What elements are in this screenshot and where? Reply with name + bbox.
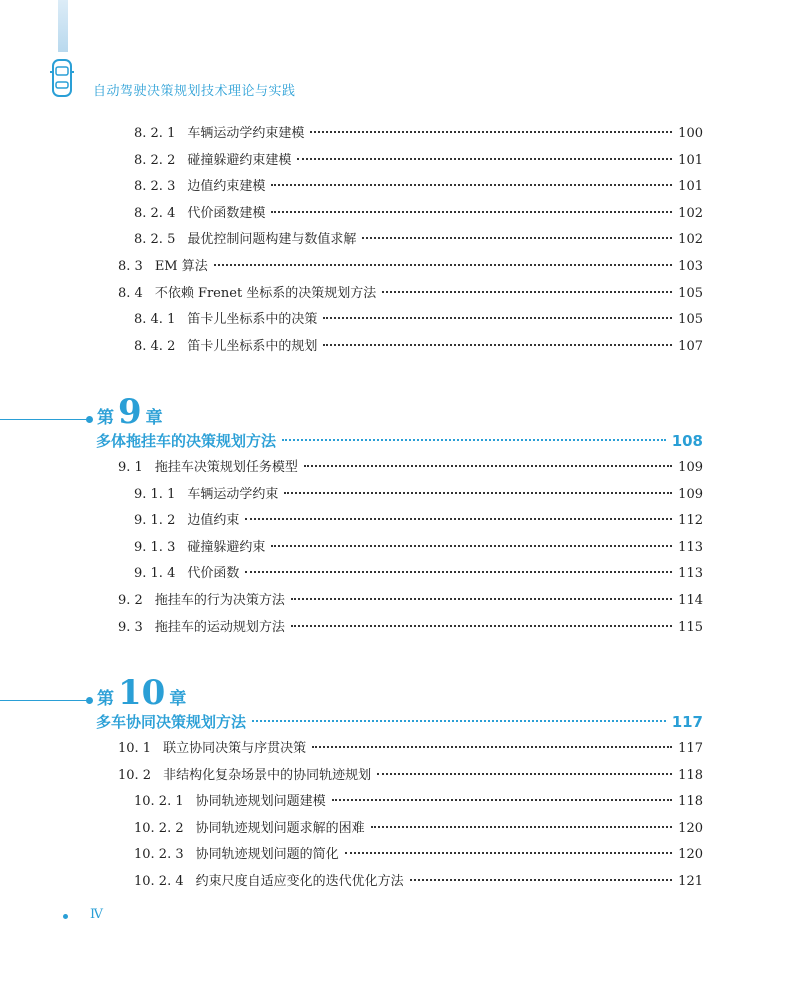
- dot-leader: [245, 571, 672, 573]
- dot-leader: [332, 799, 673, 801]
- toc-entry[interactable]: 8. 4. 2 笛卡儿坐标系中的规划 107: [134, 339, 703, 354]
- dot-leader: [291, 598, 672, 600]
- chapter-9-label: 第 9 章: [97, 392, 163, 432]
- car-icon: [50, 58, 74, 98]
- dot-leader: [297, 158, 672, 160]
- chapter-dot: [86, 697, 93, 704]
- toc-entry[interactable]: 10. 2. 1 协同轨迹规划问题建模 118: [134, 794, 703, 809]
- dot-leader: [252, 720, 666, 722]
- dot-leader: [304, 465, 672, 467]
- toc-entry[interactable]: 10. 2. 4 约束尺度自适应变化的迭代优化方法 121: [134, 874, 703, 889]
- dot-leader: [312, 746, 672, 748]
- toc-entry[interactable]: 9. 1. 4 代价函数 113: [134, 566, 703, 581]
- dot-leader: [362, 237, 672, 239]
- toc-entry[interactable]: 10. 2. 2 协同轨迹规划问题求解的困难 120: [134, 821, 703, 836]
- toc-entry[interactable]: 9. 1. 1 车辆运动学约束 109: [134, 487, 703, 502]
- toc-entry[interactable]: 9. 2 拖挂车的行为决策方法 114: [118, 593, 703, 608]
- chapter-10-label: 第 10 章: [97, 673, 187, 713]
- dot-leader: [271, 184, 672, 186]
- dot-leader: [323, 344, 672, 346]
- toc-entry[interactable]: 8. 2. 5 最优控制问题构建与数值求解 102: [134, 232, 703, 247]
- dot-leader: [282, 439, 666, 441]
- toc-entry[interactable]: 9. 1. 2 边值约束 112: [134, 513, 703, 528]
- dot-leader: [284, 492, 672, 494]
- toc-entry[interactable]: 9. 3 拖挂车的运动规划方法 115: [118, 620, 703, 635]
- toc-entry[interactable]: 8. 4 不依赖 Frenet 坐标系的决策规划方法 105: [118, 286, 703, 301]
- header-accent-bar: [58, 0, 68, 52]
- toc-entry[interactable]: 8. 2. 3 边值约束建模 101: [134, 179, 703, 194]
- dot-leader: [382, 291, 672, 293]
- page-number: Ⅳ: [90, 907, 103, 922]
- dot-leader: [245, 518, 672, 520]
- chapter-10-title[interactable]: 多车协同决策规划方法 117: [96, 713, 703, 731]
- dot-leader: [291, 625, 672, 627]
- toc-entry[interactable]: 10. 1 联立协同决策与序贯决策 117: [118, 741, 703, 756]
- toc-entry[interactable]: 8. 2. 2 碰撞躲避约束建模 101: [134, 153, 703, 168]
- chapter-rule: [0, 700, 88, 701]
- chapter-dot: [86, 416, 93, 423]
- toc-entry[interactable]: 9. 1. 3 碰撞躲避约束 113: [134, 540, 703, 555]
- toc-entry[interactable]: 9. 1 拖挂车决策规划任务模型 109: [118, 460, 703, 475]
- dot-leader: [371, 826, 673, 828]
- chapter-rule: [0, 419, 88, 420]
- footer-dot: [63, 914, 68, 919]
- dot-leader: [310, 131, 672, 133]
- toc-entry[interactable]: 8. 4. 1 笛卡儿坐标系中的决策 105: [134, 312, 703, 327]
- dot-leader: [323, 317, 672, 319]
- chapter-9-title[interactable]: 多体拖挂车的决策规划方法 108: [96, 432, 703, 450]
- dot-leader: [345, 852, 673, 854]
- book-title-header: 自动驾驶决策规划技术理论与实践: [93, 84, 296, 99]
- dot-leader: [410, 879, 673, 881]
- dot-leader: [271, 211, 672, 213]
- toc-entry[interactable]: 10. 2 非结构化复杂场景中的协同轨迹规划 118: [118, 768, 703, 783]
- dot-leader: [271, 545, 672, 547]
- toc-entry[interactable]: 8. 3 EM 算法 103: [118, 259, 703, 274]
- toc-entry[interactable]: 8. 2. 1 车辆运动学约束建模 100: [134, 126, 703, 141]
- toc-entry[interactable]: 8. 2. 4 代价函数建模 102: [134, 206, 703, 221]
- dot-leader: [377, 773, 672, 775]
- dot-leader: [214, 264, 672, 266]
- toc-entry[interactable]: 10. 2. 3 协同轨迹规划问题的简化 120: [134, 847, 703, 862]
